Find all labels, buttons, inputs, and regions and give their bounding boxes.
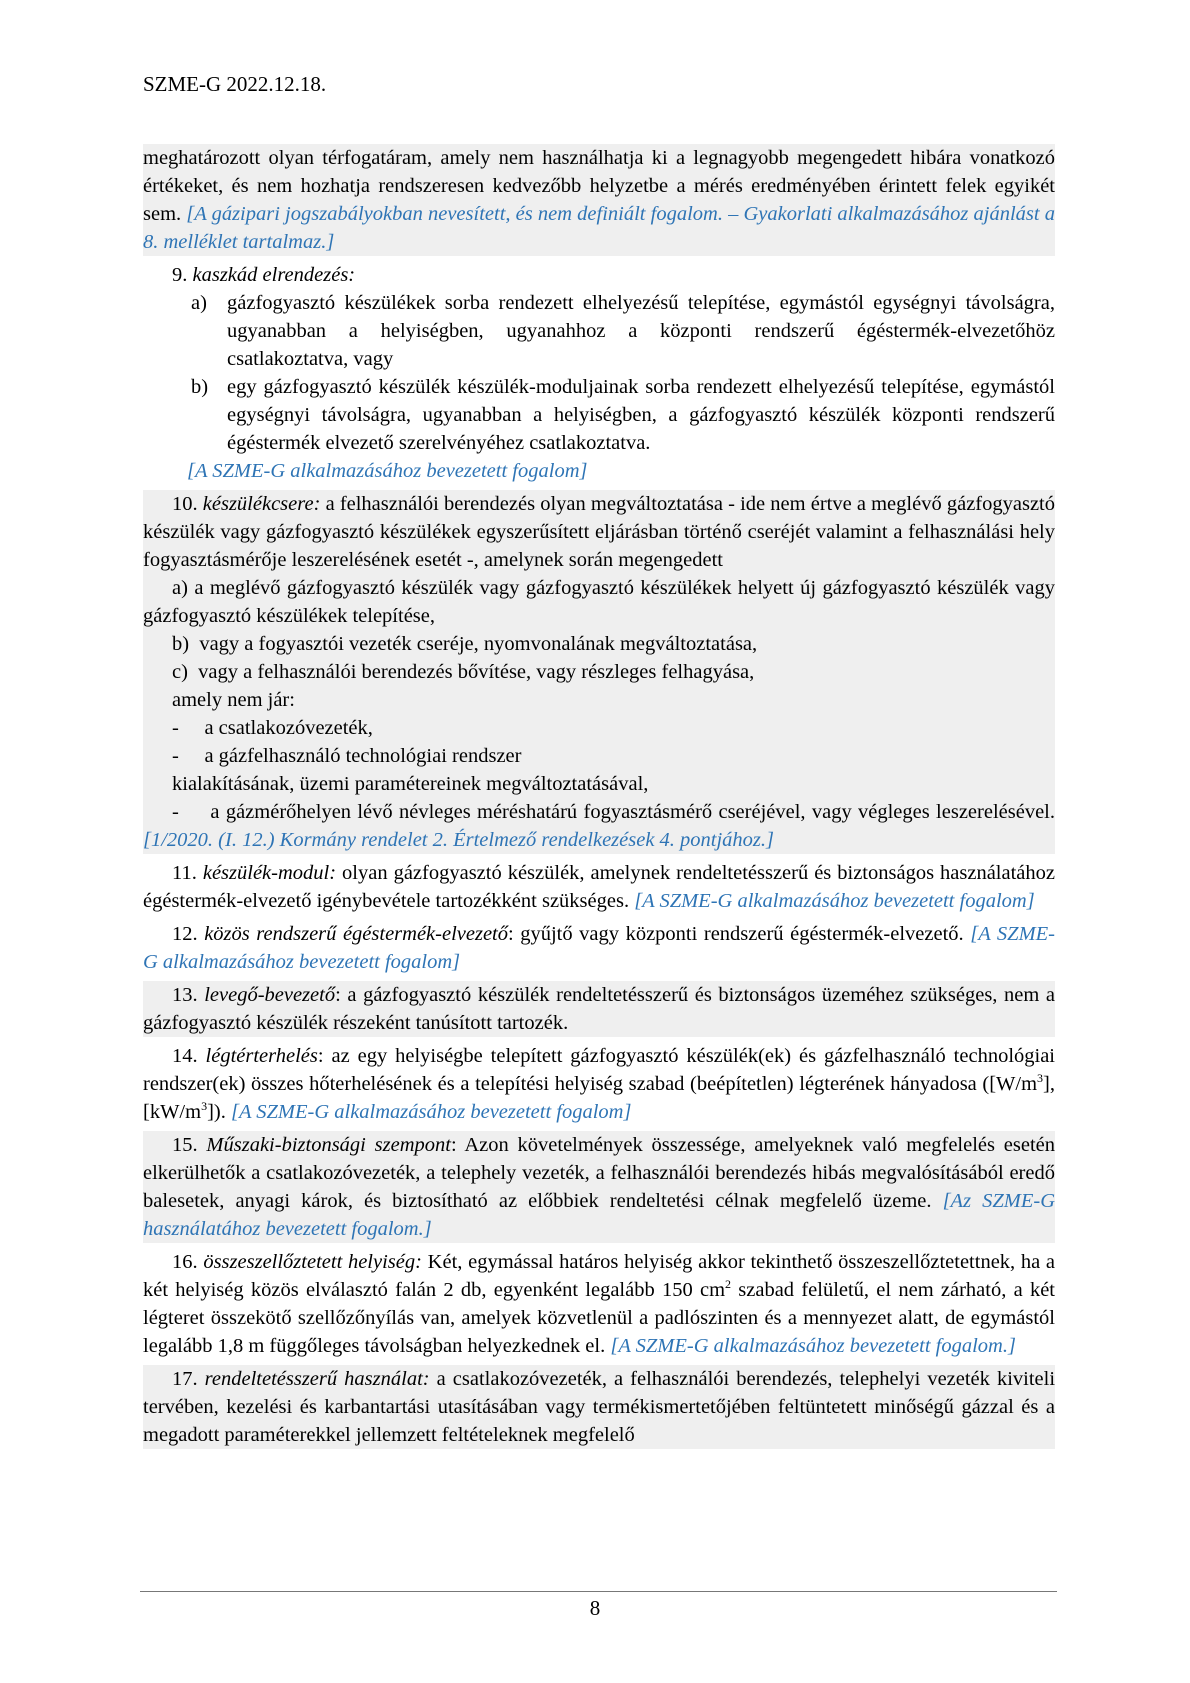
document-body [143, 144, 1055, 1449]
definition-term: rendeltetésszerű használat: [204, 1368, 430, 1390]
list-label: a) [191, 292, 207, 314]
definition-9 [143, 261, 1055, 485]
reference-note: [Az SZME-G használatához bevezetett fogalom.] [143, 1190, 1055, 1240]
definition-12 [143, 920, 1055, 976]
list-item: a) a meglévő gázfogyasztó készülék vagy gázfogyasztó készülékek helyett új gázfogyasztó készülék vagy gázfogyasztó készülékek telepítése, [143, 577, 1055, 627]
superscript: 3 [201, 1099, 208, 1114]
definition-13 [143, 981, 1055, 1037]
definition-term: Műszaki-biztonsági szempont [206, 1134, 451, 1156]
definition-16 [143, 1248, 1055, 1360]
definition-paragraph [143, 490, 1055, 574]
body-text: amely nem jár: [172, 689, 295, 711]
definition-number: 10. [172, 493, 198, 515]
body-text: ]). [207, 1101, 226, 1123]
definition-number: 16. [172, 1251, 198, 1273]
list-text: egy gázfogyasztó készülék készülék-moduljainak sorba rendezett elhelyezésű telepítése, egymástól egységnyi távolságra, ugyanabban a helyiségben, a gázfogyasztó készülék központi rendszerű égéstermék elvezető szerelvényéhez csatlakoztatva. [227, 376, 1055, 454]
body-text: a felhasználói berendezés olyan megváltoztatása - ide nem értve a meglévő gázfogyasztó készülék vagy gázfogyasztó készülékek egyszerűsített eljárásban történő cseréjét valamint a felhasználási hely fogyasztásmérője leszerelésének esetét -, amelynek során megengedett [143, 493, 1056, 571]
definition-number: 13. [172, 984, 198, 1006]
continued-definition [143, 144, 1055, 256]
superscript: 2 [725, 1277, 732, 1292]
definition-number: 14. [172, 1045, 198, 1067]
dash-item: - a gázfelhasználó technológiai rendszer [172, 745, 522, 767]
list-item [143, 289, 1055, 373]
list-label: b) [191, 376, 209, 398]
page-number: 8 [589, 1596, 601, 1620]
body-text: szabad felületű, el nem zárható, a két légteret összekötő szellőzőnyílás van, amelyek közvetlenül a padlószinten és a mennyezet alatt, de egymástól legalább 1,8 m függőleges távolságban helyezkednek el. [143, 1279, 1056, 1357]
reference-note: [A SZME-G alkalmazásához bevezetett fogalom] [143, 923, 1056, 973]
body-text: : Azon követelmények összessége, amelyeknek való megfelelés esetén elkerülhetők a csatlakozóvezeték, a telephely vezeték, a felhasználói berendezés hibás megvalósításából eredő balesetek, anyagi károk, és biztosítható az előbbiek rendeltetési célnak megfelelő üzeme. [143, 1134, 1055, 1212]
definition-term: készülék-modul: [202, 862, 337, 884]
dash-item: - a csatlakozóvezeték, [172, 717, 373, 739]
body-text: - a gázmérőhelyen lévő névleges méréshatárú fogyasztásmérő cseréjével, vagy végleges leszerelésével. [172, 801, 1055, 823]
superscript: 3 [1037, 1071, 1044, 1086]
body-text: meghatározott olyan térfogatáram, amely nem használhatja ki a legnagyobb megengedett hibára vonatkozó értékeket, és nem hozhatja rendszeresen kedvezőbb helyzetbe a mérés eredményében érintett felek egyikét sem. [143, 147, 1055, 225]
body-text: : gyűjtő vagy központi rendszerű égéstermék-elvezető. [507, 923, 964, 945]
body-text: olyan gázfogyasztó készülék, amelynek rendeltetésszerű és biztonságos használatához égéstermék-elvezető igénybevétele tartozékként szükséges. [143, 862, 1055, 912]
page-header: SZME-G 2022.12.18. [143, 72, 327, 96]
reference-note: [A SZME-G alkalmazásához bevezetett fogalom] [187, 460, 588, 482]
definition-number: 15. [172, 1134, 198, 1156]
body-text: : az egy helyiségbe telepített gázfogyasztó készülék(ek) és gázfelhasználó technológiai rendszer(ek) összes hőterhelésének és a telepítési helyiség szabad (beépítetlen) légterének hányadosa ([W/m [143, 1045, 1056, 1095]
reference-note: [1/2020. (I. 12.) Kormány rendelet 2. Értelmező rendelkezések 4. pontjához.] [143, 829, 775, 851]
list-text: gázfogyasztó készülékek sorba rendezett elhelyezésű telepítése, egymástól egységnyi távolságra, ugyanabban a helyiségben, ugyanahhoz a központi rendszerű égéstermék-elvezetőhöz csatlakoztatva, vagy [227, 292, 1055, 370]
definition-15 [143, 1131, 1055, 1243]
definition-number: 12. [172, 923, 198, 945]
definition-number: 9. [172, 264, 188, 286]
definition-term: összeszellőztetett helyiség: [203, 1251, 422, 1273]
reference-note: [A SZME-G alkalmazásához bevezetett fogalom] [230, 1101, 632, 1123]
list-item [143, 373, 1055, 457]
body-text: Két, egymással határos helyiség akkor tekinthető összeszellőztetettnek, ha a két helyiség közös elválasztó falán 2 db, egyenként legalább 150 cm [143, 1251, 1056, 1301]
body-text: : a gázfogyasztó készülék rendeltetésszerű és biztonságos üzeméhez szükséges, nem a gázfogyasztó készülék részeként tanúsított tartozék. [143, 984, 1055, 1034]
definition-number: 17. [172, 1368, 198, 1390]
definition-14 [143, 1042, 1055, 1126]
reference-note: [A gázipari jogszabályokban nevesített, és nem definiált fogalom. – Gyakorlati alkalmazásához ajánlást a 8. melléklet tartalmaz.] [143, 203, 1055, 253]
definition-11 [143, 859, 1055, 915]
list-item: c) vagy a felhasználói berendezés bővítése, vagy részleges felhagyása, [172, 661, 755, 683]
body-text: kialakításának, üzemi paramétereinek megváltoztatásával, [172, 773, 649, 795]
definition-heading [143, 261, 1055, 289]
reference-note: [A SZME-G alkalmazásához bevezetett fogalom] [634, 890, 1035, 912]
dash-item [143, 798, 1055, 854]
definition-number: 11. [172, 862, 197, 884]
definition-term: kaszkád elrendezés: [192, 264, 356, 286]
definition-17 [143, 1365, 1055, 1449]
definition-term: közös rendszerű égéstermék-elvezető [204, 923, 508, 945]
body-text: a csatlakozóvezeték, a felhasználói berendezés, telephelyi vezeték kiviteli tervében, kezelési és karbantartási utasításában vagy termékismertetőjében feltüntetett minőségű gázzal és a megadott paraméterekkel jellemzett feltételeknek megfelelő [143, 1368, 1056, 1446]
definition-term: készülékcsere: [202, 493, 321, 515]
list-item: b) vagy a fogyasztói vezeték cseréje, nyomvonalának megváltoztatása, [172, 633, 758, 655]
definition-term: légtérterhelés [205, 1045, 318, 1067]
footer-divider [140, 1591, 1057, 1592]
body-text: ], [kW/m [143, 1073, 1055, 1123]
definition-10 [143, 490, 1055, 854]
reference-note: [A SZME-G alkalmazásához bevezetett fogalom.] [610, 1335, 1016, 1357]
definition-term: levegő-bevezető [204, 984, 336, 1006]
